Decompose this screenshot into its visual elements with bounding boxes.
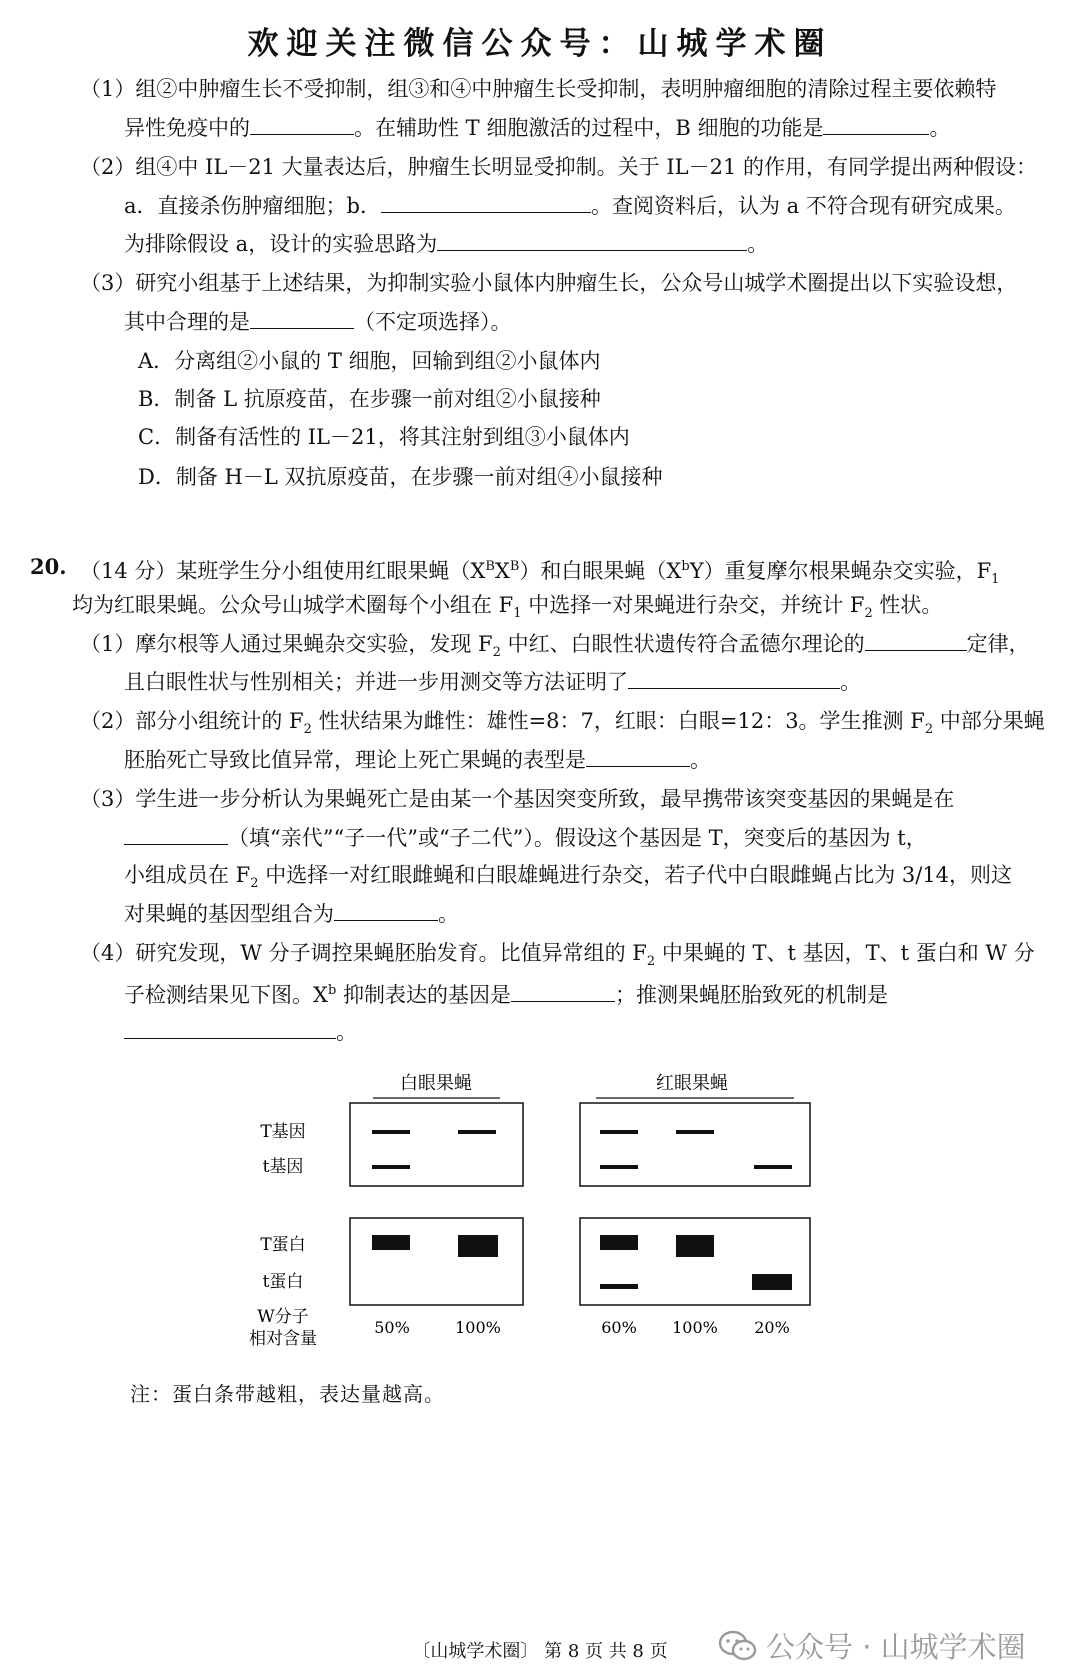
subscript: 2 bbox=[924, 722, 934, 738]
w-label-line2: 相对含量 bbox=[249, 1329, 317, 1349]
row-label-t-gene: t基因 bbox=[262, 1157, 304, 1177]
q20-part3-text: （填“亲代”“子一代”或“子二代”）。假设这个基因是 T，突变后的基因为 t， bbox=[228, 826, 927, 850]
q19-option-b: B．制备 L 抗原疫苗，在步骤一前对组②小鼠接种 bbox=[138, 387, 601, 411]
q19-part3-text-b: （不定项选择）。 bbox=[354, 310, 512, 334]
subscript: 1 bbox=[513, 606, 522, 622]
gene-blot-box-white bbox=[350, 1103, 523, 1186]
band-T-protein bbox=[458, 1235, 498, 1257]
band-T-gene bbox=[600, 1130, 638, 1134]
row-label-t-protein: t蛋白 bbox=[262, 1272, 304, 1292]
subscript: 2 bbox=[303, 722, 312, 738]
group-label-white-eye: 白眼果蝇 bbox=[400, 1073, 472, 1094]
q20-part3-text: 中选择一对红眼雌蝇和白眼雄蝇进行杂交，若子代中白眼雌蝇占比为 3/14，则这 bbox=[258, 863, 1013, 887]
protein-blot-box-red bbox=[580, 1218, 810, 1305]
subscript: 2 bbox=[250, 876, 259, 892]
q20-part2-text: 中部分果蝇 bbox=[933, 709, 1045, 733]
q19-part3-text-a: 其中合理的是 bbox=[124, 310, 250, 334]
band-t-gene bbox=[600, 1165, 638, 1169]
superscript: b bbox=[327, 983, 337, 998]
band-T-protein bbox=[600, 1235, 638, 1250]
page-footer: 〔山城学术圈〕 第 8 页 共 8 页 bbox=[412, 1641, 668, 1662]
q20-part3-text: 对果蝇的基因型组合为 bbox=[124, 902, 334, 926]
q19-part2-text-a: a．直接杀伤肿瘤细胞；b． bbox=[124, 194, 381, 218]
q20-part4-text: ；推测果蝇胚胎致死的机制是 bbox=[614, 983, 888, 1007]
row-label-T-protein: T蛋白 bbox=[260, 1235, 306, 1255]
q20-part3-line1: （3）学生进一步分析认为果蝇死亡是由某一个基因突变所致，最早携带该突变基因的果蝇是在 bbox=[80, 787, 955, 811]
q20-stem-text: 均为红眼果蝇。公众号山城学术圈每个小组在 F bbox=[72, 593, 514, 617]
q19-part2-text-b: 。查阅资料后，认为 a 不符合现有研究成果。 bbox=[590, 194, 1016, 218]
superscript: B bbox=[509, 559, 520, 574]
band-T-gene bbox=[676, 1130, 714, 1134]
q20-stem-text: X bbox=[494, 559, 510, 583]
w-value: 20% bbox=[754, 1318, 790, 1337]
q20-stem-text: Y）重复摩尔根果蝇杂交实验，F bbox=[689, 559, 992, 583]
band-t-protein bbox=[752, 1274, 792, 1290]
q20-part3-text: 。 bbox=[438, 902, 459, 926]
q20-part1-text: 且白眼性状与性别相关；并进一步用测交等方法证明了 bbox=[124, 670, 628, 694]
q20-part2-text: 胚胎死亡导致比值异常，理论上死亡果蝇的表型是 bbox=[124, 748, 586, 772]
q20-stem-text: （14 分）某班学生分小组使用红眼果蝇（X bbox=[80, 559, 486, 583]
band-T-protein bbox=[372, 1235, 410, 1250]
q20-part4-text: 抑制表达的基因是 bbox=[336, 983, 511, 1007]
q19-part2-line1: （2）组④中 IL－21 大量表达后，肿瘤生长明显受抑制。关于 IL－21 的作用，有同学提出两种假设： bbox=[80, 155, 1037, 179]
w-value: 60% bbox=[601, 1318, 637, 1337]
w-value: 100% bbox=[455, 1318, 501, 1337]
q20-stem-text: 性状。 bbox=[872, 593, 943, 617]
subscript: 2 bbox=[864, 606, 873, 622]
group-label-red-eye: 红眼果蝇 bbox=[656, 1073, 728, 1094]
band-t-gene bbox=[372, 1165, 410, 1169]
q20-part4-text: 。 bbox=[336, 1020, 357, 1044]
band-T-protein bbox=[676, 1235, 714, 1257]
figure-note: 注：蛋白条带越粗，表达量越高。 bbox=[130, 1382, 445, 1406]
q19-part1-text-b: 。在辅助性 T 细胞激活的过程中，B 细胞的功能是 bbox=[354, 116, 824, 140]
subscript: 2 bbox=[646, 954, 656, 970]
q19-part2-text-c: 为排除假设 a，设计的实验思路为 bbox=[124, 232, 438, 256]
superscript: b bbox=[681, 559, 690, 574]
q19-option-d: D．制备 H－L 双抗原疫苗，在步骤一前对组④小鼠接种 bbox=[138, 465, 663, 489]
subscript: 1 bbox=[991, 572, 1000, 588]
band-t-gene bbox=[754, 1165, 792, 1169]
q19-part1-text-c: 。 bbox=[929, 116, 951, 140]
superscript: B bbox=[485, 559, 495, 574]
q20-part1-text: （1）摩尔根等人通过果蝇杂交实验，发现 F bbox=[80, 632, 493, 656]
q20-part1-text: 定律， bbox=[966, 632, 1030, 656]
subscript: 2 bbox=[492, 645, 501, 661]
w-value: 100% bbox=[672, 1318, 718, 1337]
q20-part2-text: （2）部分小组统计的 F bbox=[80, 709, 304, 733]
band-t-protein bbox=[600, 1284, 638, 1289]
page-header-title: 欢迎关注微信公众号：山城学术圈 bbox=[247, 26, 833, 62]
q19-option-c: C．制备有活性的 IL－21，将其注射到组③小鼠体内 bbox=[138, 425, 630, 449]
q20-number: 20. bbox=[30, 554, 67, 579]
protein-blot-box-white bbox=[350, 1218, 523, 1305]
w-label-line1: W分子 bbox=[257, 1307, 309, 1327]
q19-part1-line1: （1）组②中肿瘤生长不受抑制，组③和④中肿瘤生长受抑制，表明肿瘤细胞的清除过程主要依赖特 bbox=[80, 77, 997, 101]
q20-stem-text: 中选择一对果蝇进行杂交，并统计 F bbox=[521, 593, 865, 617]
row-label-T-gene: T基因 bbox=[260, 1122, 306, 1142]
q20-part3-text: 小组成员在 F bbox=[124, 863, 251, 887]
gene-blot-box-red bbox=[580, 1103, 810, 1186]
q20-part1-text: 中红、白眼性状遗传符合孟德尔理论的 bbox=[500, 632, 865, 656]
q19-part1-text-a: 异性免疫中的 bbox=[124, 116, 250, 140]
band-T-gene bbox=[372, 1130, 410, 1134]
q19-option-a: A．分离组②小鼠的 T 细胞，回输到组②小鼠体内 bbox=[138, 349, 601, 373]
q20-part2-text: 。 bbox=[690, 748, 711, 772]
q20-part4-text: （4）研究发现，W 分子调控果蝇胚胎发育。比值异常组的 F bbox=[80, 941, 647, 965]
q19-part3-line1: （3）研究小组基于上述结果，为抑制实验小鼠体内肿瘤生长，公众号山城学术圈提出以下实验设想， bbox=[80, 271, 1018, 295]
q20-part4-text: 子检测结果见下图。X bbox=[124, 983, 328, 1007]
q20-part2-text: 性状结果为雌性：雄性=8：7，红眼：白眼=12：3。学生推测 F bbox=[311, 709, 925, 733]
band-T-gene bbox=[458, 1130, 496, 1134]
q20-stem-text: ）和白眼果蝇（X bbox=[519, 559, 682, 583]
watermark-text: 公众号 · 山城学术圈 bbox=[766, 1630, 1026, 1664]
q20-part1-text: 。 bbox=[840, 670, 861, 694]
w-value: 50% bbox=[374, 1318, 410, 1337]
q19-part2-text-d: 。 bbox=[747, 232, 769, 256]
q20-part4-text: 中果蝇的 T、t 基因，T、t 蛋白和 W 分 bbox=[655, 941, 1035, 965]
